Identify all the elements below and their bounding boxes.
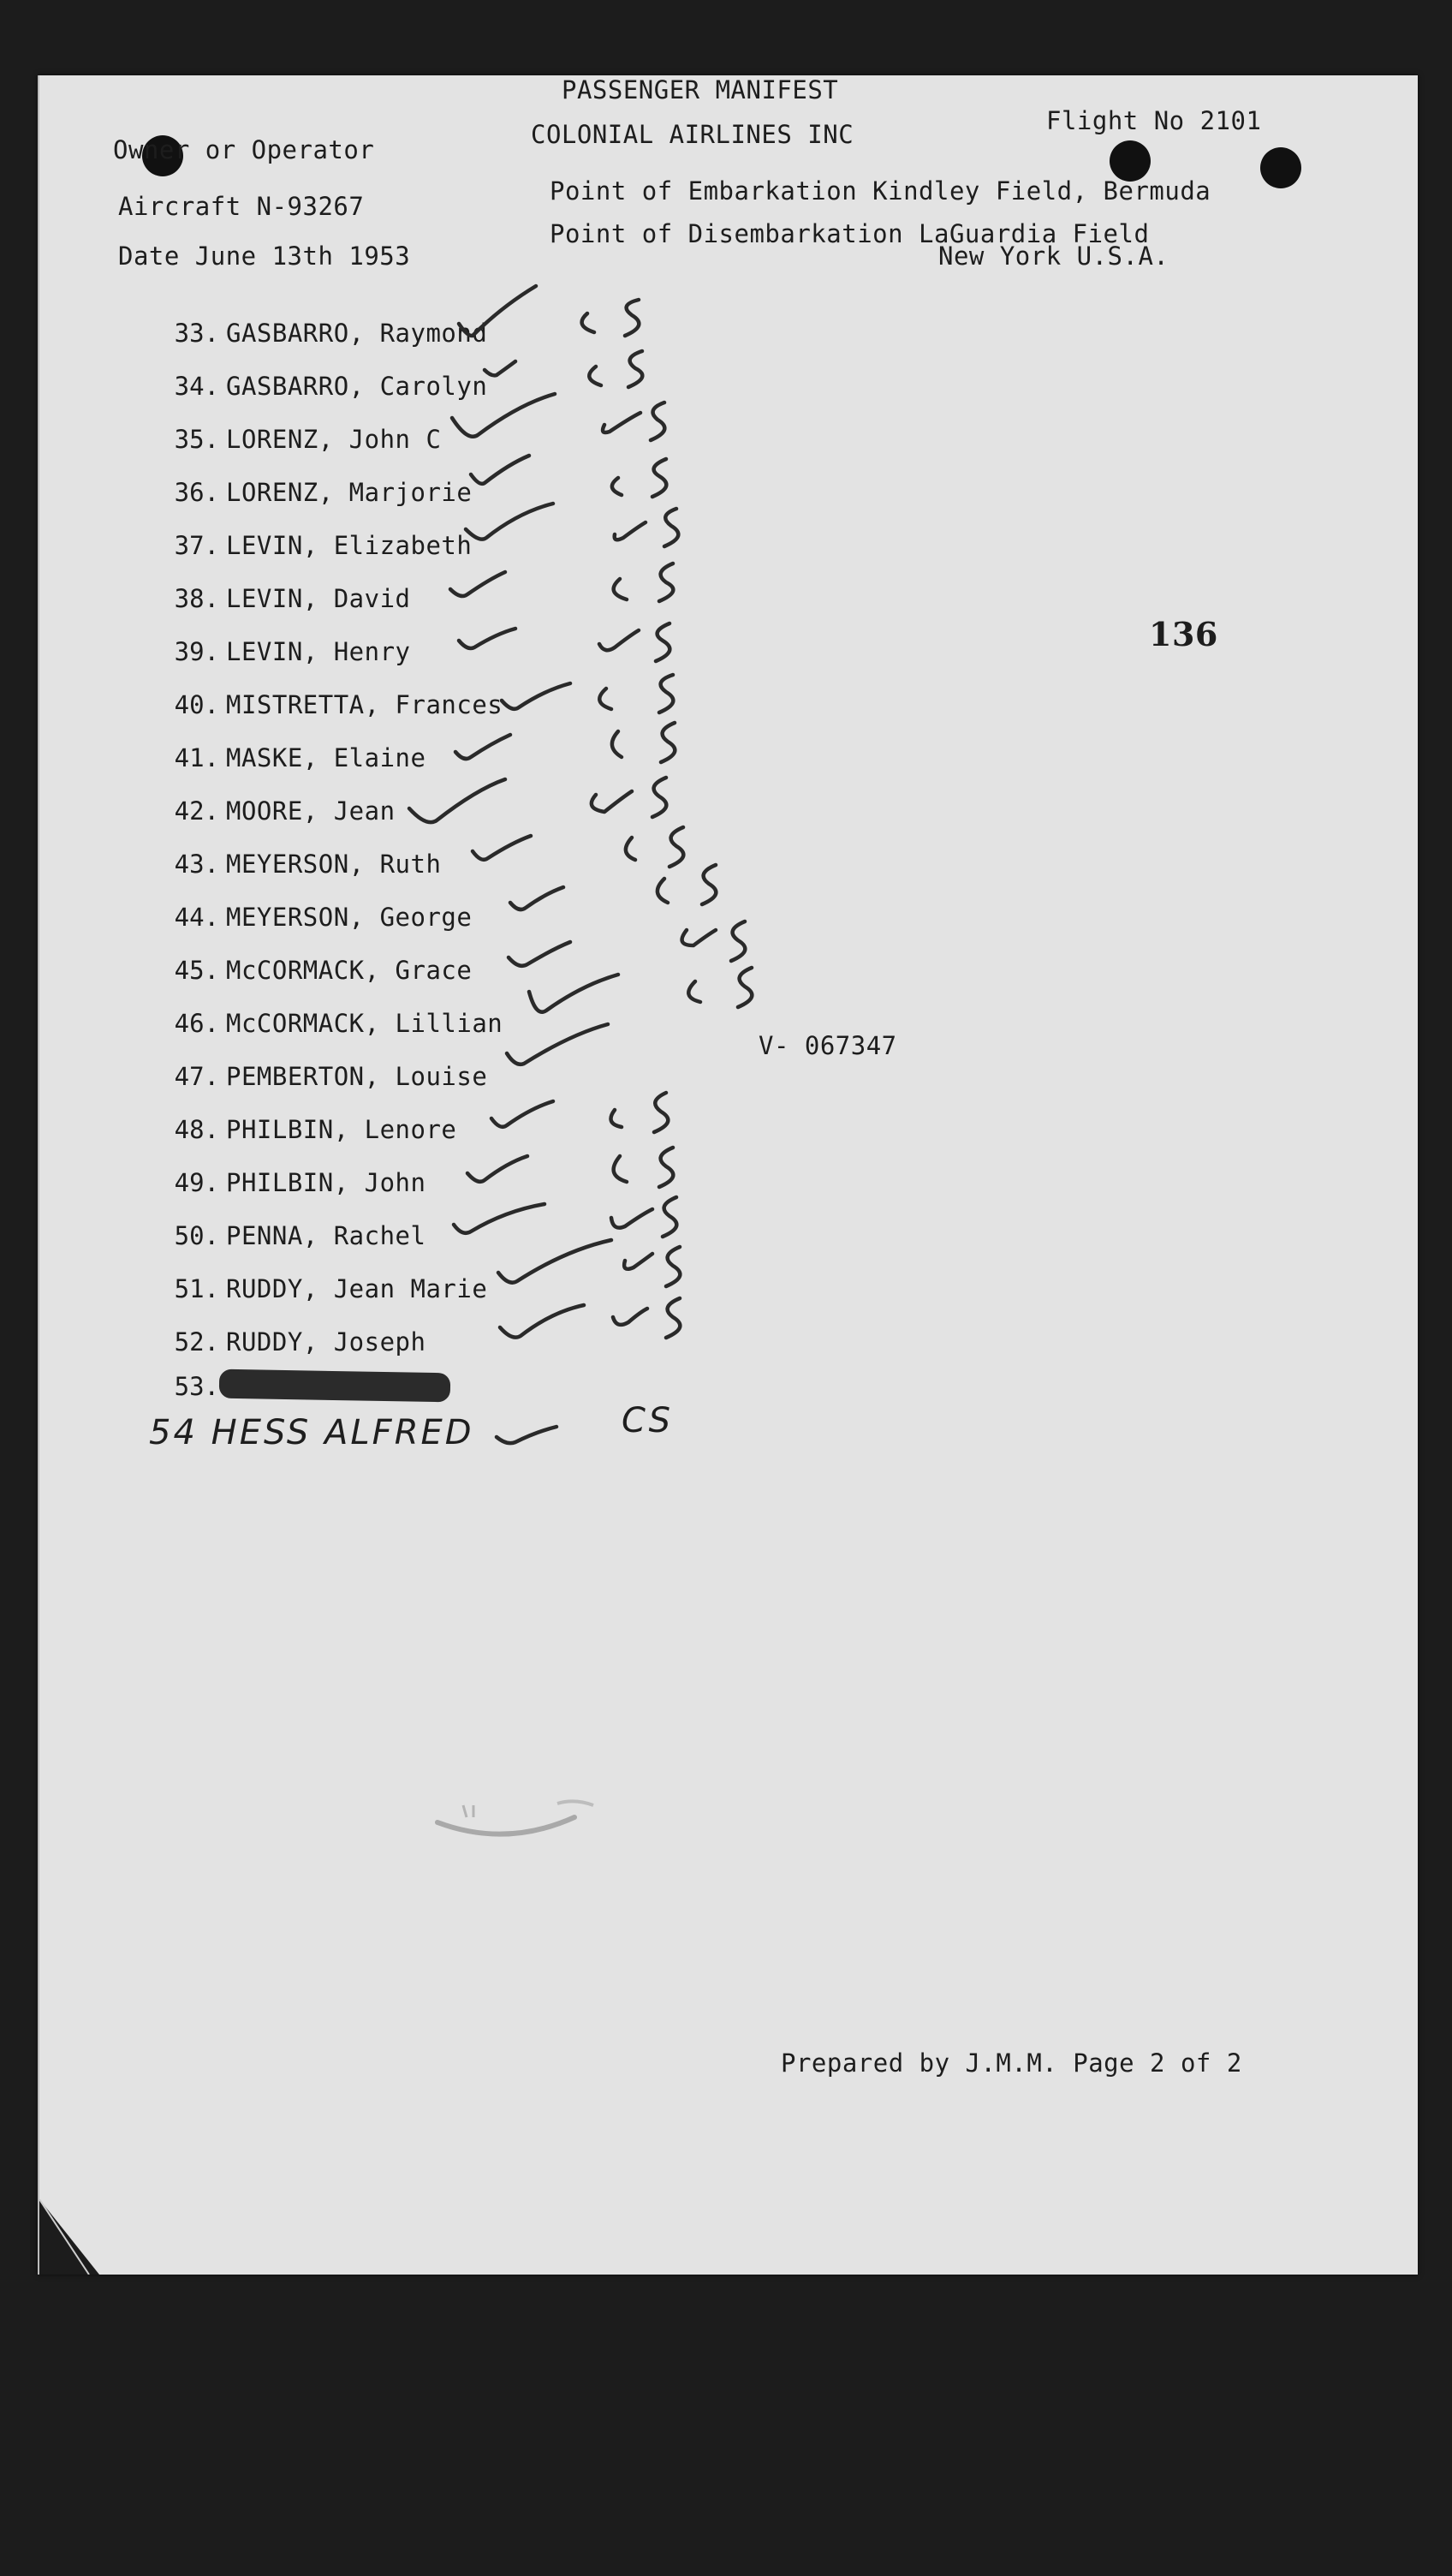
row-45-marks: [509, 921, 745, 966]
passenger-name: PEMBERTON, Louise: [226, 1062, 488, 1091]
initials-mark: [603, 402, 664, 440]
redaction-mark: [219, 1369, 451, 1403]
initials-mark: [599, 675, 673, 713]
check-mark-icon: [502, 683, 570, 709]
passenger-number: 40.: [174, 690, 219, 719]
passenger-number: 46.: [174, 1009, 219, 1038]
passenger-name: MEYERSON, Ruth: [226, 850, 442, 879]
initials-mark: [682, 921, 746, 961]
passenger-name: LORENZ, John C: [226, 425, 442, 454]
check-mark-icon: [485, 361, 515, 375]
row-42-marks: [409, 778, 666, 822]
faint-stamp-mark: [429, 1788, 634, 1848]
initials-mark: [582, 300, 640, 336]
passenger-name: GASBARRO, Carolyn: [226, 372, 488, 401]
passenger-number: 44.: [174, 903, 219, 932]
row-36-marks: [471, 456, 666, 497]
passenger-number: 50.: [174, 1221, 219, 1250]
folded-corner: [39, 2199, 99, 2275]
initials-mark: [599, 623, 669, 661]
passenger-number: 41.: [174, 743, 219, 772]
check-mark-icon: [507, 1024, 608, 1064]
passenger-name: McCORMACK, Lillian: [226, 1009, 503, 1038]
passenger-number: 35.: [174, 425, 219, 454]
row-40-marks: [502, 675, 673, 713]
check-mark-icon: [409, 779, 505, 822]
row-50-marks: [454, 1197, 676, 1237]
row-37-marks: [466, 504, 678, 546]
disembarkation-point: Point of Disembarkation LaGuardia Field: [550, 219, 1150, 248]
check-mark-icon: [454, 1204, 544, 1233]
flight-date: Date June 13th 1953: [118, 242, 411, 271]
passenger-name: GASBARRO, Raymond: [226, 319, 488, 348]
passenger-number: 39.: [174, 637, 219, 666]
flight-number: Flight No 2101: [1046, 106, 1262, 135]
passenger-number: 45.: [174, 956, 219, 985]
row-38-marks: [450, 564, 673, 601]
initials-mark: [614, 564, 674, 601]
passenger-number: 51.: [174, 1274, 219, 1303]
check-mark-icon: [467, 1156, 527, 1182]
row-48-marks: [491, 1093, 668, 1132]
passenger-number: 53.: [174, 1372, 219, 1401]
passenger-name: MASKE, Elaine: [226, 743, 426, 772]
passenger-name: LORENZ, Marjorie: [226, 478, 473, 507]
check-mark-icon: [500, 1305, 584, 1338]
row-51-marks: [498, 1240, 680, 1286]
passenger-name: LEVIN, Elizabeth: [226, 531, 473, 560]
passenger-number: 49.: [174, 1168, 219, 1197]
check-mark-icon: [497, 1427, 556, 1443]
aircraft-registration: Aircraft N-93267: [118, 192, 365, 221]
initials-mark: [614, 1148, 674, 1187]
check-mark-icon: [471, 456, 529, 484]
handwritten-initials: CS: [622, 1401, 674, 1440]
check-mark-icon: [466, 504, 553, 540]
initials-mark: [658, 865, 716, 904]
check-mark-icon: [529, 975, 618, 1012]
row-35-marks: [452, 394, 664, 440]
row-44-marks: [510, 865, 716, 909]
handwritten-passenger-entry: 54 HESS ALFRED: [149, 1413, 474, 1452]
passenger-name: MOORE, Jean: [226, 796, 396, 826]
page-stamp-number: 136: [1149, 615, 1218, 653]
initials-mark: [589, 351, 642, 387]
punch-hole-middle: [1110, 140, 1151, 182]
row-43-marks: [473, 827, 683, 867]
passenger-number: 42.: [174, 796, 219, 826]
punch-hole-right: [1260, 147, 1301, 188]
embarkation-point: Point of Embarkation Kindley Field, Bermuda: [550, 176, 1211, 206]
passenger-name: RUDDY, Jean Marie: [226, 1274, 488, 1303]
passenger-name: PENNA, Rachel: [226, 1221, 426, 1250]
initials-mark: [612, 723, 675, 762]
initials-mark: [611, 1197, 676, 1237]
initials-mark: [626, 827, 683, 867]
passenger-name: McCORMACK, Grace: [226, 956, 473, 985]
owner-operator-label: Owner or Operator: [113, 135, 375, 164]
operator-name: COLONIAL AIRLINES INC: [531, 120, 854, 149]
passenger-name: PHILBIN, Lenore: [226, 1115, 457, 1144]
row-46-marks: [529, 968, 752, 1012]
passenger-number: 37.: [174, 531, 219, 560]
initials-mark: [624, 1247, 680, 1286]
passenger-name: PHILBIN, John: [226, 1168, 426, 1197]
passenger-number: 52.: [174, 1327, 219, 1357]
passenger-name: LEVIN, Henry: [226, 637, 411, 666]
row-41-marks: [455, 723, 675, 762]
row-54-marks: [497, 1427, 556, 1443]
check-mark-icon: [450, 572, 505, 596]
initials-mark: [688, 968, 752, 1007]
check-mark-icon: [509, 942, 570, 966]
initials-mark: [615, 509, 679, 546]
passenger-name: MEYERSON, George: [226, 903, 473, 932]
passenger-number: 33.: [174, 319, 219, 348]
passenger-number: 38.: [174, 584, 219, 613]
row-39-marks: [459, 623, 669, 661]
row-52-marks: [500, 1298, 680, 1338]
check-mark-icon: [498, 1240, 611, 1283]
check-mark-icon: [459, 629, 515, 648]
passenger-number: 36.: [174, 478, 219, 507]
manifest-page: [38, 75, 1418, 2275]
check-mark-icon: [473, 836, 531, 860]
passenger-number: 34.: [174, 372, 219, 401]
initials-mark: [612, 459, 666, 497]
passenger-number: 43.: [174, 850, 219, 879]
passenger-number: 48.: [174, 1115, 219, 1144]
passenger-name: LEVIN, David: [226, 584, 411, 613]
check-mark-icon: [491, 1101, 553, 1127]
row-49-marks: [467, 1148, 673, 1187]
passenger-number: 47.: [174, 1062, 219, 1091]
check-mark-icon: [455, 735, 510, 759]
row-34-marks: [485, 351, 642, 387]
prepared-by-footer: Prepared by J.M.M. Page 2 of 2: [781, 2048, 1242, 2078]
initials-mark: [611, 1093, 669, 1132]
row-47-marks: [507, 1024, 608, 1064]
visa-note: V- 067347: [759, 1031, 897, 1060]
initials-mark: [613, 1298, 680, 1338]
initials-mark: [592, 778, 666, 817]
disembarkation-city: New York U.S.A.: [938, 242, 1169, 271]
passenger-name: MISTRETTA, Frances: [226, 690, 503, 719]
passenger-name: RUDDY, Joseph: [226, 1327, 426, 1357]
check-mark-icon: [510, 887, 563, 909]
manifest-title: PASSENGER MANIFEST: [562, 75, 839, 104]
